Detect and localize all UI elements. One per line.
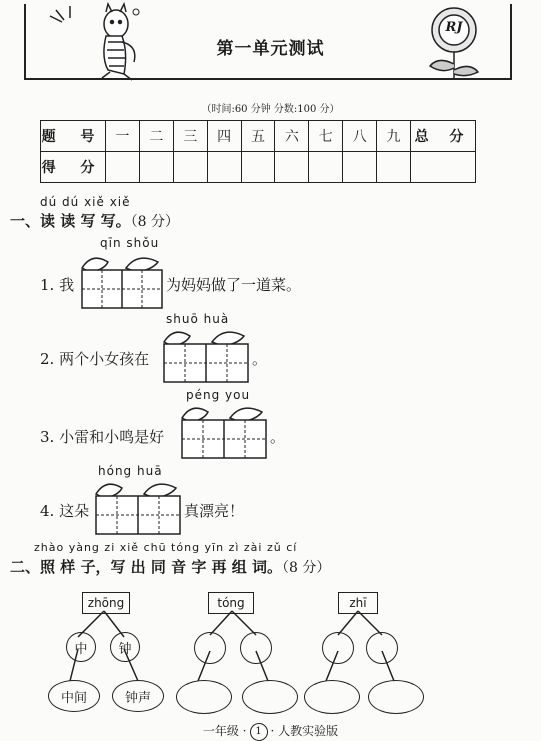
edition-badge: RJ [445,20,463,35]
tree1-word-left: 中间 [48,680,100,712]
tree1-char-left: 中 [66,632,96,662]
table-row [41,152,476,183]
section2-points: （8 分） [282,560,331,576]
tree3-word-left-input[interactable] [304,680,360,714]
score-input-cell[interactable] [106,152,140,183]
table-cell: 九 [377,121,411,152]
score-input-cell[interactable] [343,152,377,183]
item4-pinyin: hóng huā [98,464,163,478]
score-input-cell[interactable] [309,152,343,183]
section1-points: （8 分） [130,214,180,230]
item2-pinyin: shuō huà [166,312,230,326]
score-table [40,120,476,183]
tree2-word-right-input[interactable] [242,680,298,714]
table-cell: 一 [106,121,140,152]
table-cell: 五 [241,121,275,152]
item3-pinyin: péng you [186,388,251,402]
tree1-word-right: 钟声 [112,680,164,712]
table-cell: 题 号 [41,121,106,152]
item1-suffix: 为妈妈做了一道菜。 [166,276,302,294]
tree1-char-right: 钟 [110,632,140,662]
section1-heading [10,210,179,231]
table-cell: 七 [309,121,343,152]
section2-title: 二、照 样 子，写 出 同 音 字 再 组 词。 [10,558,283,576]
item2-prefix: 2. 两个小女孩在 [40,350,150,368]
tree3-word-right-input[interactable] [368,680,424,714]
writing-grid-item3[interactable] [178,402,274,462]
score-input-cell[interactable] [275,152,309,183]
item3-suffix: 。 [270,428,286,446]
section2-heading [10,556,330,577]
score-input-cell[interactable] [207,152,241,183]
tree2-word-left-input[interactable] [176,680,232,714]
score-input-cell[interactable] [173,152,207,183]
section1-pinyin: dú dú xiě xiě [40,195,131,209]
footer-edition: · 人教实验版 [270,724,339,738]
writing-grid-item1[interactable] [78,252,168,312]
tree3-pinyin: zhī [338,592,378,614]
page-title: 第一单元测试 [216,39,325,59]
tree2-pinyin: tóng [208,592,254,614]
table-cell: 总 分 [411,121,476,152]
score-input-cell[interactable] [377,152,411,183]
tree2-char-left-input[interactable] [194,632,226,664]
time-info: （时间:60 分钟 分数:100 分） [201,104,340,115]
tree1-pinyin: zhōng [82,592,130,614]
item4-suffix: 真漂亮！ [184,502,245,520]
page-number: 1 [250,723,268,741]
tree2-char-right-input[interactable] [240,632,272,664]
page-footer [0,722,541,741]
item1-pinyin: qīn shǒu [100,236,160,250]
table-cell: 六 [275,121,309,152]
item1-prefix: 1. 我 [40,276,75,294]
table-cell: 三 [173,121,207,152]
section1-title: 一、读 读 写 写。 [10,212,131,230]
table-cell: 八 [343,121,377,152]
item4-prefix: 4. 这朵 [40,502,90,520]
writing-grid-item4[interactable] [92,478,188,538]
score-input-cell[interactable] [139,152,173,183]
table-cell: 得 分 [41,152,106,183]
score-input-cell[interactable] [241,152,275,183]
section2-pinyin: zhào yàng zi xiě chū tóng yīn zì zài zǔ cí [34,541,298,554]
tree3-char-right-input[interactable] [366,632,398,664]
score-input-cell[interactable] [411,152,476,183]
item3-prefix: 3. 小雷和小鸣是好 [40,428,165,446]
footer-grade: 一年级 · [202,724,247,738]
writing-grid-item2[interactable] [160,326,256,386]
table-cell: 二 [139,121,173,152]
table-cell: 四 [207,121,241,152]
tree3-char-left-input[interactable] [322,632,354,664]
item2-suffix: 。 [252,350,268,368]
table-row [41,121,476,152]
